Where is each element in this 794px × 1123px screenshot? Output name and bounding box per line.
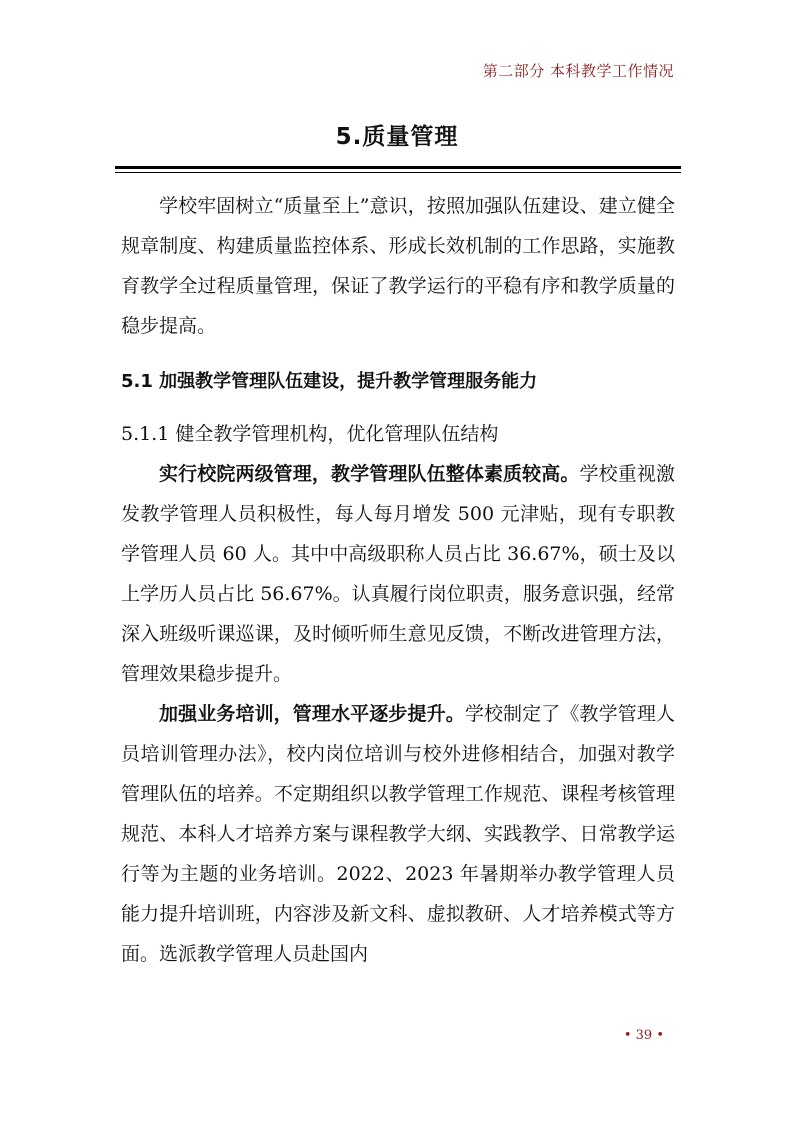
body-paragraphs — [121, 454, 675, 974]
subsection-heading: 5.1.1 健全教学管理机构，优化管理队伍结构 — [121, 423, 499, 445]
paragraph-lead: 加强业务培训，管理水平逐步提升。 — [159, 703, 465, 725]
title-rule-thin — [115, 172, 681, 173]
paragraph-lead: 实行校院两级管理，教学管理队伍整体素质较高。 — [159, 463, 580, 485]
paragraph-text: 学校重视激发教学管理人员积极性，每人每月增发 500 元津贴，现有专职教学管理人员 60 人。其中中高级职称人员占比 36.67%，硕士及以上学历人员占比 56.67%。认真履行岗位职责，服务意识强，经常深入班级听课巡课，及时倾听师生意见反馈，不断改进管理方法，管理效果稳步提升。 — [121, 463, 675, 685]
chapter-title: 5.质量管理 — [335, 124, 459, 150]
title-rule-thick — [115, 166, 681, 169]
paragraph-text: 学校制定了《教学管理人员培训管理办法》，校内岗位培训与校外进修相结合，加强对教学管理队伍的培养。不定期组织以教学管理工作规范、课程考核管理规范、本科人才培养方案与课程教学大纲、实践教学、日常教学运行等为主题的业务培训。2022、2023 年暑期举办教学管理人员能力提升培训班，内容涉及新文科、虚拟教研、人才培养模式等方面。选派教学管理人员赴国内 — [121, 703, 675, 965]
body-paragraph — [121, 454, 675, 694]
body-paragraph — [121, 694, 675, 974]
running-header: 第二部分 本科教学工作情况 — [482, 62, 674, 80]
page-number: • 39 • — [623, 1028, 664, 1043]
intro-paragraph-block — [121, 186, 675, 346]
section-heading: 5.1 加强教学管理队伍建设，提升教学管理服务能力 — [121, 371, 538, 392]
intro-paragraph: 学校牢固树立“质量至上”意识，按照加强队伍建设、建立健全规章制度、构建质量监控体系、形成长效机制的工作思路，实施教育教学全过程质量管理，保证了教学运行的平稳有序和教学质量的稳步提高。 — [121, 195, 675, 337]
